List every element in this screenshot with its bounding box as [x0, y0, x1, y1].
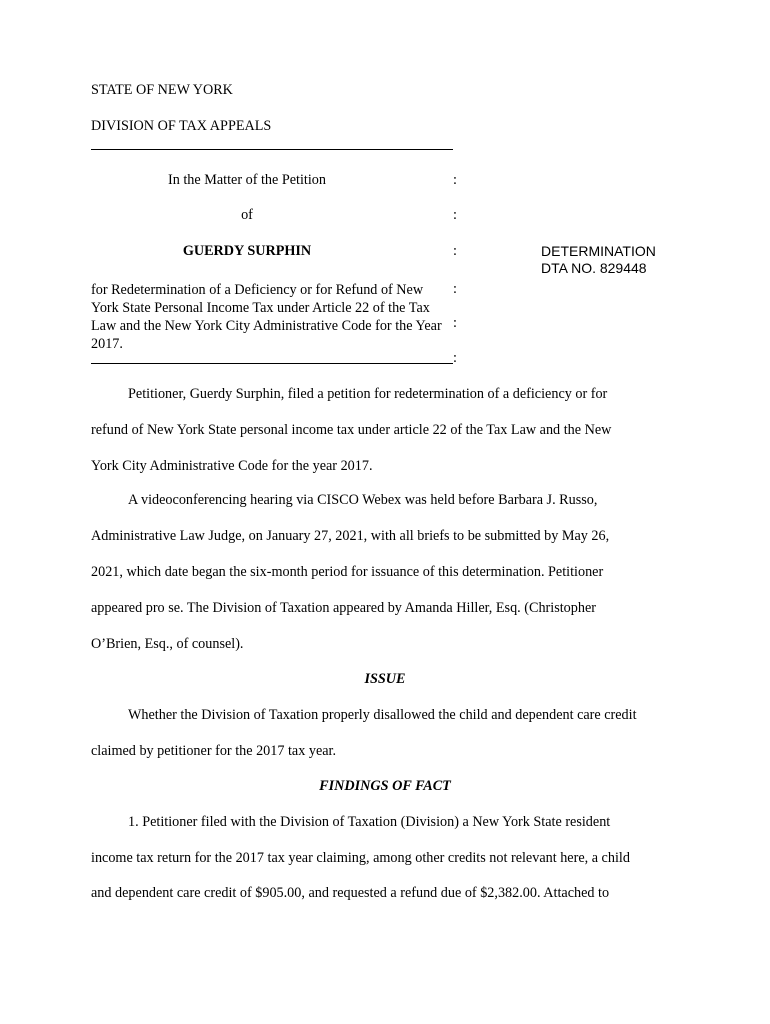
findings-heading: FINDINGS OF FACT — [319, 778, 451, 794]
caption-description: for Redetermination of a Deficiency or for Refund of New York State Personal Income Tax under Article 22 of the Tax Law and the New York City Administrative Code for the Year 2017. — [91, 282, 442, 352]
para2-line-2: Administrative Law Judge, on January 27, 2021, with all briefs to be submitted by May 26, — [91, 528, 610, 544]
caption-colon-6: : — [453, 350, 457, 366]
of-line: of — [241, 207, 253, 223]
caption-colon-1: : — [453, 172, 457, 188]
para1-line-2: refund of New York State personal income tax under article 22 of the Tax Law and the New — [91, 422, 612, 438]
para1-line-1: Petitioner, Guerdy Surphin, filed a petition for redetermination of a deficiency or for — [128, 386, 608, 402]
caption-colon-2: : — [453, 207, 457, 223]
dta-number: DTA NO. 829448 — [541, 260, 647, 276]
division-header: DIVISION OF TAX APPEALS — [91, 118, 272, 134]
para2-line-5: O’Brien, Esq., of counsel). — [91, 636, 244, 652]
para1-line-3: York City Administrative Code for the year 2017. — [91, 458, 373, 474]
petitioner-name: GUERDY SURPHIN — [182, 243, 312, 259]
issue-line-2: claimed by petitioner for the 2017 tax year. — [91, 743, 337, 759]
issue-heading: ISSUE — [364, 671, 406, 687]
finding1-line-3: and dependent care credit of $905.00, and requested a refund due of $2,382.00. Attached to — [91, 885, 610, 901]
finding1-line-2: income tax return for the 2017 tax year claiming, among other credits not relevant here, a child — [91, 850, 630, 866]
state-header: STATE OF NEW YORK — [91, 82, 233, 98]
caption-colon-5: : — [453, 315, 457, 331]
para2-line-3: 2021, which date began the six-month period for issuance of this determination. Petitioner — [91, 564, 604, 580]
para2-line-4: appeared pro se. The Division of Taxation appeared by Amanda Hiller, Esq. (Christopher — [91, 600, 596, 616]
issue-line-1: Whether the Division of Taxation properly disallowed the child and dependent care credit — [128, 707, 637, 723]
para2-line-1: A videoconferencing hearing via CISCO Webex was held before Barbara J. Russo, — [128, 492, 598, 508]
caption-top-rule — [91, 149, 453, 150]
determination-label: DETERMINATION — [541, 243, 656, 259]
caption-colon-3: : — [453, 243, 457, 259]
caption-bottom-rule — [91, 363, 453, 364]
caption-colon-4: : — [453, 281, 457, 297]
finding1-line-1: 1. Petitioner filed with the Division of Taxation (Division) a New York State resident — [128, 814, 611, 830]
matter-line: In the Matter of the Petition — [168, 172, 326, 188]
